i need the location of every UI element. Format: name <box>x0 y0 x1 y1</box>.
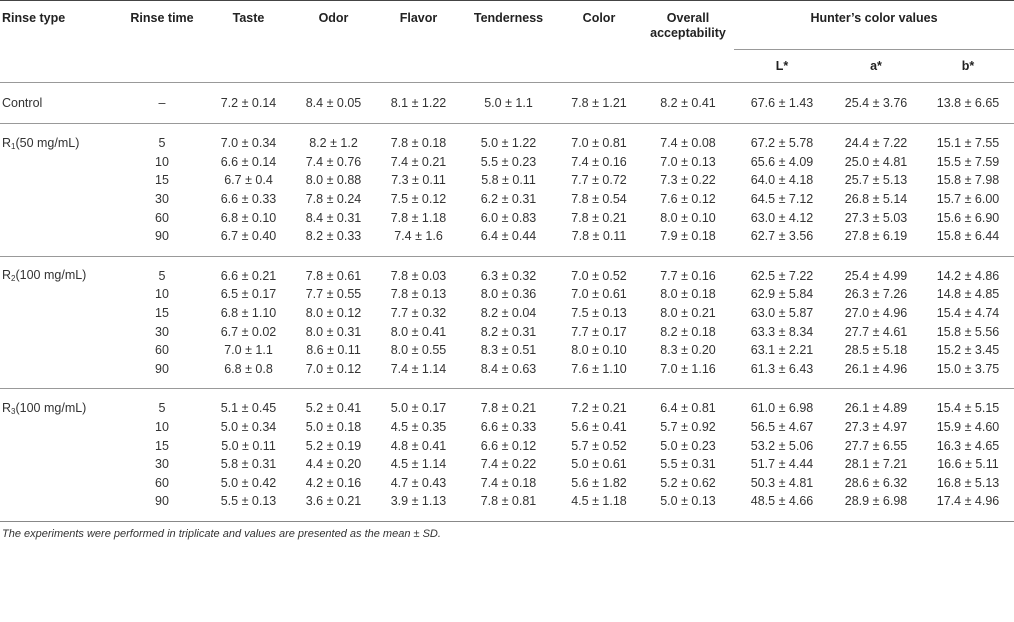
cell-odor: 8.2 ± 0.33 <box>305 229 362 244</box>
cell-odor: 4.4 ± 0.20 <box>305 457 362 472</box>
cell-taste: 7.0 ± 1.1 <box>224 343 273 358</box>
cell-overall: 8.2 ± 0.18 <box>660 324 716 339</box>
cell-color: 5.7 ± 0.52 <box>571 438 627 453</box>
cell-tenderness: 8.2 ± 0.31 <box>480 324 537 339</box>
table-row <box>0 322 1014 341</box>
cell-flavor: 4.5 ± 0.35 <box>390 420 447 435</box>
cell-color: 7.8 ± 0.54 <box>571 192 627 207</box>
cell-overall: 7.4 ± 0.08 <box>642 124 734 153</box>
cell-tenderness: 6.2 ± 0.31 <box>480 192 537 207</box>
cell-odor: 7.8 ± 0.61 <box>291 256 376 285</box>
cell-overall: 5.7 ± 0.92 <box>660 420 716 435</box>
header-flavor: Flavor <box>399 11 438 25</box>
cell-l-star: 63.0 ± 5.87 <box>750 306 814 321</box>
row-rinse-time: 30 <box>155 324 169 339</box>
cell-color: 5.0 ± 0.61 <box>571 457 627 472</box>
row-rinse-type <box>0 341 118 360</box>
row-rinse-type: Control <box>0 83 118 124</box>
row-rinse-time: – <box>118 83 206 124</box>
row-rinse-time: 30 <box>155 192 169 207</box>
cell-tenderness: 6.6 ± 0.33 <box>480 420 537 435</box>
cell-tenderness: 7.8 ± 0.21 <box>461 389 556 418</box>
cell-flavor: 7.3 ± 0.11 <box>391 173 446 188</box>
cell-taste: 6.5 ± 0.17 <box>220 287 277 302</box>
row-rinse-time: 90 <box>155 361 169 376</box>
cell-tenderness: 8.0 ± 0.36 <box>480 287 537 302</box>
table-row <box>0 418 1014 437</box>
cell-color: 7.5 ± 0.13 <box>571 306 627 321</box>
cell-tenderness: 5.8 ± 0.11 <box>481 173 536 188</box>
cell-overall: 8.0 ± 0.21 <box>660 306 716 321</box>
cell-overall: 8.2 ± 0.41 <box>642 83 734 124</box>
cell-l-star: 62.7 ± 3.56 <box>750 229 814 244</box>
row-rinse-time: 10 <box>155 154 169 169</box>
cell-taste: 6.7 ± 0.4 <box>224 173 273 188</box>
table-row <box>0 492 1014 521</box>
row-rinse-time: 90 <box>118 492 206 521</box>
table-row <box>0 341 1014 360</box>
cell-flavor: 4.7 ± 0.43 <box>390 475 447 490</box>
header-overall-acceptability <box>642 1 734 83</box>
cell-flavor: 7.8 ± 1.18 <box>390 210 447 225</box>
cell-flavor: 7.5 ± 0.12 <box>390 192 447 207</box>
header-a-star: a* <box>870 59 882 73</box>
cell-odor: 5.2 ± 0.41 <box>291 389 376 418</box>
cell-l-star: 50.3 ± 4.81 <box>750 475 814 490</box>
header-rinse-type: Rinse type <box>2 11 66 25</box>
cell-a-star: 24.4 ± 7.22 <box>830 124 922 153</box>
cell-tenderness: 6.4 ± 0.44 <box>480 229 537 244</box>
cell-overall: 7.0 ± 1.16 <box>660 361 716 376</box>
cell-b-star: 16.8 ± 5.13 <box>936 475 1000 490</box>
cell-l-star: 63.0 ± 4.12 <box>750 210 814 225</box>
cell-b-star: 15.8 ± 5.56 <box>936 324 1000 339</box>
cell-taste: 7.0 ± 0.34 <box>206 124 291 153</box>
cell-a-star: 27.3 ± 4.97 <box>844 420 908 435</box>
cell-a-star: 27.0 ± 4.96 <box>844 306 908 321</box>
cell-overall: 5.0 ± 0.23 <box>660 438 716 453</box>
cell-overall: 7.9 ± 0.18 <box>660 229 716 244</box>
cell-overall: 8.0 ± 0.18 <box>660 287 716 302</box>
row-rinse-type <box>0 455 118 474</box>
cell-color: 7.0 ± 0.81 <box>556 124 642 153</box>
cell-taste: 5.8 ± 0.31 <box>220 457 277 472</box>
cell-taste: 5.5 ± 0.13 <box>206 492 291 521</box>
row-rinse-time: 5 <box>118 124 206 153</box>
cell-l-star: 67.6 ± 1.43 <box>734 83 830 124</box>
row-rinse-type <box>0 492 118 521</box>
cell-tenderness: 6.6 ± 0.12 <box>480 438 537 453</box>
cell-l-star: 64.0 ± 4.18 <box>750 173 814 188</box>
cell-a-star: 25.4 ± 4.99 <box>830 256 922 285</box>
cell-l-star: 62.5 ± 7.22 <box>734 256 830 285</box>
cell-taste: 6.8 ± 0.8 <box>224 361 273 376</box>
cell-b-star: 14.2 ± 4.86 <box>922 256 1014 285</box>
cell-overall: 5.2 ± 0.62 <box>660 475 716 490</box>
cell-b-star: 15.4 ± 5.15 <box>922 389 1014 418</box>
table-row <box>0 171 1014 190</box>
row-rinse-type <box>0 171 118 190</box>
cell-overall: 7.3 ± 0.22 <box>660 173 716 188</box>
rinse-type-concentration: (100 mg/mL) <box>15 268 87 283</box>
row-rinse-type <box>0 360 118 389</box>
header-row-1 <box>0 1 1014 50</box>
cell-taste: 6.8 ± 0.10 <box>220 210 277 225</box>
row-rinse-type <box>0 190 118 209</box>
row-rinse-type <box>0 285 118 304</box>
cell-overall: 8.3 ± 0.20 <box>660 343 716 358</box>
cell-color: 7.8 ± 0.21 <box>571 210 627 225</box>
cell-tenderness: 5.0 ± 1.22 <box>461 124 556 153</box>
cell-taste: 6.7 ± 0.02 <box>220 324 277 339</box>
cell-color: 7.0 ± 0.52 <box>556 256 642 285</box>
header-overall-line1: Overall <box>666 11 710 25</box>
cell-odor: 5.0 ± 0.18 <box>305 420 362 435</box>
cell-b-star: 16.6 ± 5.11 <box>937 457 999 472</box>
rinse-type-prefix: R <box>2 400 12 415</box>
row-rinse-type <box>0 389 118 418</box>
cell-odor: 8.2 ± 1.2 <box>291 124 376 153</box>
row-rinse-time: 15 <box>155 438 169 453</box>
row-rinse-type <box>0 474 118 493</box>
header-l-star: L* <box>775 59 789 73</box>
row-rinse-time: 5 <box>118 256 206 285</box>
cell-color: 7.6 ± 1.10 <box>571 361 627 376</box>
cell-flavor: 5.0 ± 0.17 <box>376 389 461 418</box>
cell-l-star: 53.2 ± 5.06 <box>750 438 814 453</box>
cell-tenderness: 6.3 ± 0.32 <box>461 256 556 285</box>
cell-l-star: 61.0 ± 6.98 <box>734 389 830 418</box>
cell-a-star: 28.5 ± 5.18 <box>844 343 908 358</box>
cell-b-star: 16.3 ± 4.65 <box>936 438 1000 453</box>
cell-a-star: 26.3 ± 7.26 <box>844 287 908 302</box>
cell-color: 5.6 ± 1.82 <box>571 475 627 490</box>
cell-taste: 6.8 ± 1.10 <box>220 306 277 321</box>
header-color: Color <box>582 11 616 25</box>
cell-l-star: 48.5 ± 4.66 <box>734 492 830 521</box>
cell-overall: 8.0 ± 0.10 <box>660 210 716 225</box>
cell-l-star: 61.3 ± 6.43 <box>750 361 814 376</box>
cell-flavor: 7.8 ± 0.13 <box>390 287 447 302</box>
table-row <box>0 256 1014 285</box>
cell-overall: 5.0 ± 0.13 <box>642 492 734 521</box>
cell-tenderness: 7.4 ± 0.18 <box>480 475 537 490</box>
table-footnote: The experiments were performed in triplicate and values are presented as the mean ± SD. <box>2 527 441 540</box>
row-rinse-type <box>0 304 118 323</box>
cell-b-star: 14.8 ± 4.85 <box>936 287 1000 302</box>
cell-a-star: 26.1 ± 4.96 <box>844 361 908 376</box>
header-b-star: b* <box>961 59 975 73</box>
rinse-type-subscript: 1 <box>11 141 16 151</box>
cell-odor: 8.0 ± 0.12 <box>305 306 362 321</box>
row-rinse-time: 90 <box>155 229 169 244</box>
cell-taste: 7.2 ± 0.14 <box>206 83 291 124</box>
header-hunter-color-values: Hunter’s color values <box>734 1 1014 50</box>
cell-odor: 3.6 ± 0.21 <box>291 492 376 521</box>
cell-overall: 7.0 ± 0.13 <box>660 154 716 169</box>
table-row-control <box>0 83 1014 124</box>
cell-odor: 8.4 ± 0.05 <box>291 83 376 124</box>
cell-flavor: 3.9 ± 1.13 <box>376 492 461 521</box>
cell-l-star: 56.5 ± 4.67 <box>750 420 814 435</box>
cell-color: 7.8 ± 1.21 <box>556 83 642 124</box>
row-rinse-type <box>0 418 118 437</box>
cell-a-star: 25.4 ± 3.76 <box>830 83 922 124</box>
row-rinse-time: 5 <box>118 389 206 418</box>
cell-b-star: 15.6 ± 6.90 <box>936 210 1000 225</box>
cell-taste: 5.1 ± 0.45 <box>206 389 291 418</box>
table-row <box>0 190 1014 209</box>
cell-a-star: 27.7 ± 6.55 <box>844 438 908 453</box>
cell-color: 4.5 ± 1.18 <box>556 492 642 521</box>
cell-color: 7.2 ± 0.21 <box>556 389 642 418</box>
row-rinse-time: 60 <box>155 475 169 490</box>
cell-taste: 5.0 ± 0.34 <box>220 420 277 435</box>
cell-tenderness: 8.4 ± 0.63 <box>480 361 537 376</box>
cell-flavor: 4.5 ± 1.14 <box>390 457 447 472</box>
table-row <box>0 474 1014 493</box>
cell-color: 8.0 ± 0.10 <box>571 343 627 358</box>
cell-flavor: 4.8 ± 0.41 <box>390 438 447 453</box>
cell-tenderness: 8.2 ± 0.04 <box>480 306 537 321</box>
rinse-type-prefix: R <box>2 268 12 283</box>
cell-a-star: 25.0 ± 4.81 <box>844 154 908 169</box>
cell-taste: 5.0 ± 0.11 <box>221 438 276 453</box>
table-row <box>0 208 1014 227</box>
cell-b-star: 15.9 ± 4.60 <box>936 420 1000 435</box>
row-rinse-type <box>0 227 118 256</box>
cell-overall: 5.5 ± 0.31 <box>660 457 716 472</box>
row-rinse-type <box>0 322 118 341</box>
rinse-type-subscript: 2 <box>11 274 16 284</box>
cell-l-star: 65.6 ± 4.09 <box>750 154 814 169</box>
row-rinse-type <box>0 153 118 172</box>
cell-l-star: 67.2 ± 5.78 <box>734 124 830 153</box>
cell-taste: 6.6 ± 0.33 <box>220 192 277 207</box>
cell-l-star: 51.7 ± 4.44 <box>750 457 814 472</box>
row-rinse-time: 60 <box>155 343 169 358</box>
table-row <box>0 153 1014 172</box>
cell-color: 7.7 ± 0.72 <box>571 173 627 188</box>
cell-color: 7.4 ± 0.16 <box>571 154 627 169</box>
cell-a-star: 28.9 ± 6.98 <box>830 492 922 521</box>
table-row <box>0 436 1014 455</box>
row-rinse-type <box>0 436 118 455</box>
cell-odor: 7.8 ± 0.24 <box>305 192 362 207</box>
cell-overall: 7.6 ± 0.12 <box>660 192 716 207</box>
cell-odor: 7.7 ± 0.55 <box>305 287 362 302</box>
rinse-type-prefix: R <box>2 135 12 150</box>
cell-taste: 6.6 ± 0.21 <box>206 256 291 285</box>
rinse-type-concentration: (50 mg/mL) <box>15 135 80 150</box>
header-overall-line2: acceptability <box>650 26 726 40</box>
row-rinse-time: 30 <box>155 457 169 472</box>
cell-b-star: 17.4 ± 4.96 <box>922 492 1014 521</box>
cell-flavor: 7.4 ± 1.14 <box>390 361 447 376</box>
row-rinse-type <box>0 256 118 285</box>
cell-flavor: 7.8 ± 0.18 <box>376 124 461 153</box>
cell-l-star: 62.9 ± 5.84 <box>750 287 814 302</box>
cell-color: 7.0 ± 0.61 <box>571 287 627 302</box>
cell-a-star: 27.8 ± 6.19 <box>844 229 908 244</box>
cell-flavor: 7.7 ± 0.32 <box>390 306 447 321</box>
cell-b-star: 13.8 ± 6.65 <box>922 83 1014 124</box>
cell-b-star: 15.8 ± 7.98 <box>936 173 1000 188</box>
cell-flavor: 7.4 ± 1.6 <box>394 229 443 244</box>
table-row <box>0 227 1014 256</box>
cell-odor: 5.2 ± 0.19 <box>305 438 362 453</box>
table-row <box>0 285 1014 304</box>
row-rinse-type <box>0 208 118 227</box>
cell-overall: 6.4 ± 0.81 <box>642 389 734 418</box>
cell-odor: 8.6 ± 0.11 <box>306 343 361 358</box>
header-rinse-time: Rinse time <box>130 11 194 25</box>
cell-odor: 7.4 ± 0.76 <box>305 154 362 169</box>
cell-taste: 5.0 ± 0.42 <box>220 475 277 490</box>
cell-b-star: 15.2 ± 3.45 <box>936 343 1000 358</box>
rinse-type-subscript: 3 <box>11 406 16 416</box>
cell-b-star: 15.8 ± 6.44 <box>936 229 1000 244</box>
row-rinse-time: 10 <box>155 420 169 435</box>
cell-tenderness: 5.0 ± 1.1 <box>461 83 556 124</box>
cell-tenderness: 7.8 ± 0.81 <box>461 492 556 521</box>
rinse-type-concentration: (100 mg/mL) <box>15 400 87 415</box>
cell-a-star: 28.6 ± 6.32 <box>844 475 908 490</box>
cell-taste: 6.7 ± 0.40 <box>220 229 277 244</box>
cell-overall: 7.7 ± 0.16 <box>642 256 734 285</box>
cell-odor: 4.2 ± 0.16 <box>305 475 362 490</box>
table-body <box>0 83 1014 522</box>
cell-tenderness: 5.5 ± 0.23 <box>480 154 537 169</box>
cell-flavor: 8.0 ± 0.55 <box>390 343 447 358</box>
table-row <box>0 389 1014 418</box>
cell-odor: 8.0 ± 0.31 <box>305 324 362 339</box>
cell-flavor: 8.0 ± 0.41 <box>390 324 447 339</box>
header-odor: Odor <box>318 11 349 25</box>
table-row <box>0 455 1014 474</box>
cell-a-star: 28.1 ± 7.21 <box>844 457 908 472</box>
cell-l-star: 64.5 ± 7.12 <box>750 192 814 207</box>
cell-color: 7.7 ± 0.17 <box>571 324 627 339</box>
row-rinse-time: 60 <box>155 210 169 225</box>
cell-color: 7.8 ± 0.11 <box>571 229 627 244</box>
cell-odor: 7.0 ± 0.12 <box>305 361 362 376</box>
cell-b-star: 15.4 ± 4.74 <box>936 306 1000 321</box>
header-taste: Taste <box>232 11 265 25</box>
cell-tenderness: 6.0 ± 0.83 <box>480 210 537 225</box>
header-tenderness: Tenderness <box>473 11 544 25</box>
cell-taste: 6.6 ± 0.14 <box>220 154 277 169</box>
row-rinse-time: 10 <box>155 287 169 302</box>
table-row <box>0 360 1014 389</box>
table-row <box>0 124 1014 153</box>
cell-odor: 8.4 ± 0.31 <box>305 210 362 225</box>
row-rinse-time: 15 <box>155 306 169 321</box>
cell-a-star: 26.1 ± 4.89 <box>830 389 922 418</box>
cell-flavor: 7.4 ± 0.21 <box>390 154 447 169</box>
cell-a-star: 27.3 ± 5.03 <box>844 210 908 225</box>
cell-l-star: 63.3 ± 8.34 <box>750 324 814 339</box>
cell-a-star: 27.7 ± 4.61 <box>844 324 908 339</box>
cell-color: 5.6 ± 0.41 <box>571 420 627 435</box>
cell-a-star: 25.7 ± 5.13 <box>844 173 908 188</box>
cell-b-star: 15.1 ± 7.55 <box>922 124 1014 153</box>
cell-a-star: 26.8 ± 5.14 <box>844 192 908 207</box>
cell-tenderness: 7.4 ± 0.22 <box>480 457 537 472</box>
table-row <box>0 304 1014 323</box>
cell-flavor: 7.8 ± 0.03 <box>376 256 461 285</box>
cell-b-star: 15.0 ± 3.75 <box>936 361 1000 376</box>
cell-l-star: 63.1 ± 2.21 <box>750 343 814 358</box>
cell-odor: 8.0 ± 0.88 <box>305 173 362 188</box>
row-rinse-time: 15 <box>155 173 169 188</box>
cell-b-star: 15.7 ± 6.00 <box>936 192 1000 207</box>
cell-b-star: 15.5 ± 7.59 <box>936 154 1000 169</box>
cell-flavor: 8.1 ± 1.22 <box>376 83 461 124</box>
cell-tenderness: 8.3 ± 0.51 <box>480 343 537 358</box>
row-rinse-type <box>0 124 118 153</box>
